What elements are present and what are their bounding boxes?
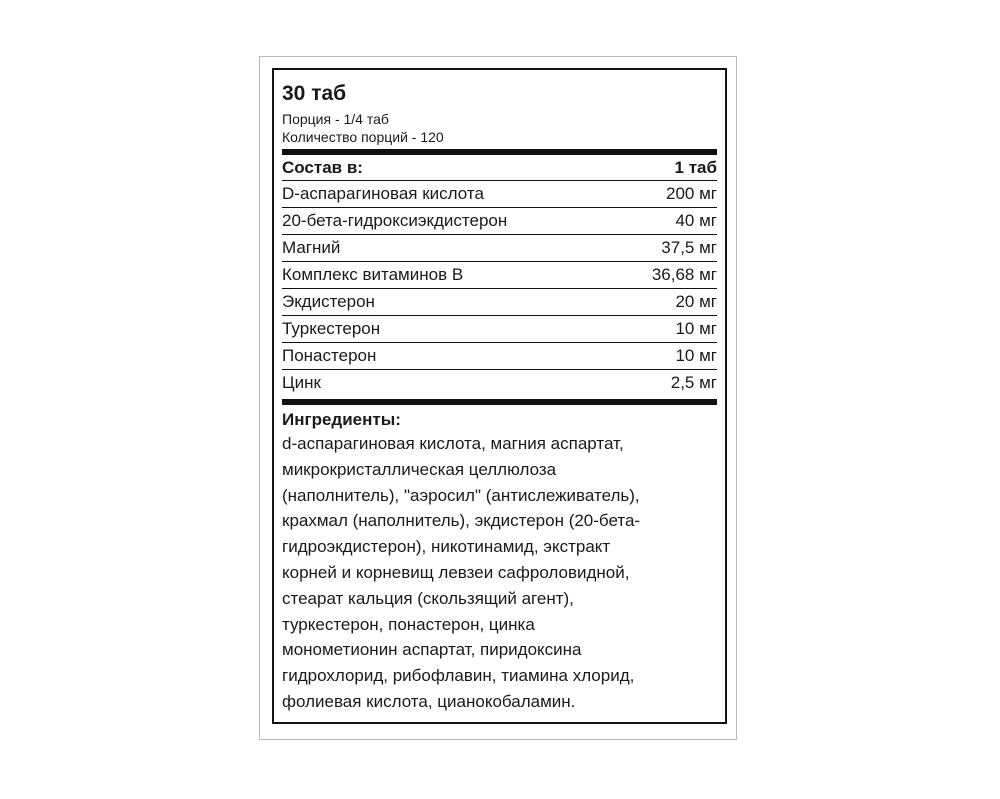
label-title: 30 таб: [282, 82, 347, 105]
component-amount: 36,68 мг: [651, 265, 717, 284]
ingredients-line: туркестерон, понастерон, цинка: [282, 614, 535, 634]
ingredients-title: Ингредиенты:: [282, 410, 401, 429]
component-name: Экдистерон: [282, 292, 375, 311]
component-amount: 20 мг: [675, 292, 717, 311]
ingredients-text: [282, 431, 717, 715]
serving-size: Порция - 1/4 таб: [282, 111, 389, 127]
component-name: Туркестерон: [282, 319, 381, 338]
component-amount: 200 мг: [666, 184, 717, 203]
supplement-facts-label: [272, 68, 727, 724]
ingredients-line: стеарат кальция (скользящий агент),: [282, 588, 574, 608]
table-row: [282, 235, 717, 262]
component-amount: 2,5 мг: [670, 373, 717, 392]
component-name: Магний: [282, 238, 341, 257]
ingredients-line: гидрохлорид, рибофлавин, тиамина хлорид,: [282, 666, 635, 686]
table-row: [282, 181, 717, 208]
component-name: 20-бета-гидроксиэкдистерон: [282, 211, 508, 230]
ingredients-line: корней и корневищ левзеи сафроловидной,: [282, 562, 630, 582]
component-name: Цинк: [282, 373, 321, 392]
ingredients-line: d-аспарагиновая кислота, магния аспартат,: [282, 434, 624, 453]
table-row: [282, 370, 717, 396]
component-amount: 10 мг: [675, 346, 717, 365]
component-name: D-аспарагиновая кислота: [282, 184, 484, 203]
component-amount: 40 мг: [675, 211, 717, 230]
table-row: [282, 289, 717, 316]
component-amount: 10 мг: [675, 319, 717, 338]
ingredients-line: микрокристаллическая целлюлоза: [282, 459, 557, 479]
table-header-row: [282, 155, 717, 181]
ingredients-line: крахмал (наполнитель), экдистерон (20-бета-: [282, 511, 641, 531]
component-amount: 37,5 мг: [661, 238, 717, 257]
ingredients-line: (наполнитель), "аэросил" (антислеживатель),: [282, 485, 640, 505]
table-row: [282, 343, 717, 370]
ingredients-line: гидроэкдистерон), никотинамид, экстракт: [282, 537, 611, 557]
table-row: [282, 316, 717, 343]
component-name: Комплекс витаминов B: [282, 265, 464, 284]
column-header-composition: Состав в:: [282, 158, 363, 177]
table-row: [282, 262, 717, 289]
ingredients-line: фолиевая кислота, цианокобаламин.: [282, 691, 576, 711]
servings-count: Количество порций - 120: [282, 129, 444, 145]
ingredients-section: [282, 405, 717, 715]
component-name: Понастерон: [282, 346, 377, 365]
table-row: [282, 208, 717, 235]
column-header-per-tablet: 1 таб: [674, 158, 717, 177]
ingredients-line: монометионин аспартат, пиридоксина: [282, 640, 582, 660]
